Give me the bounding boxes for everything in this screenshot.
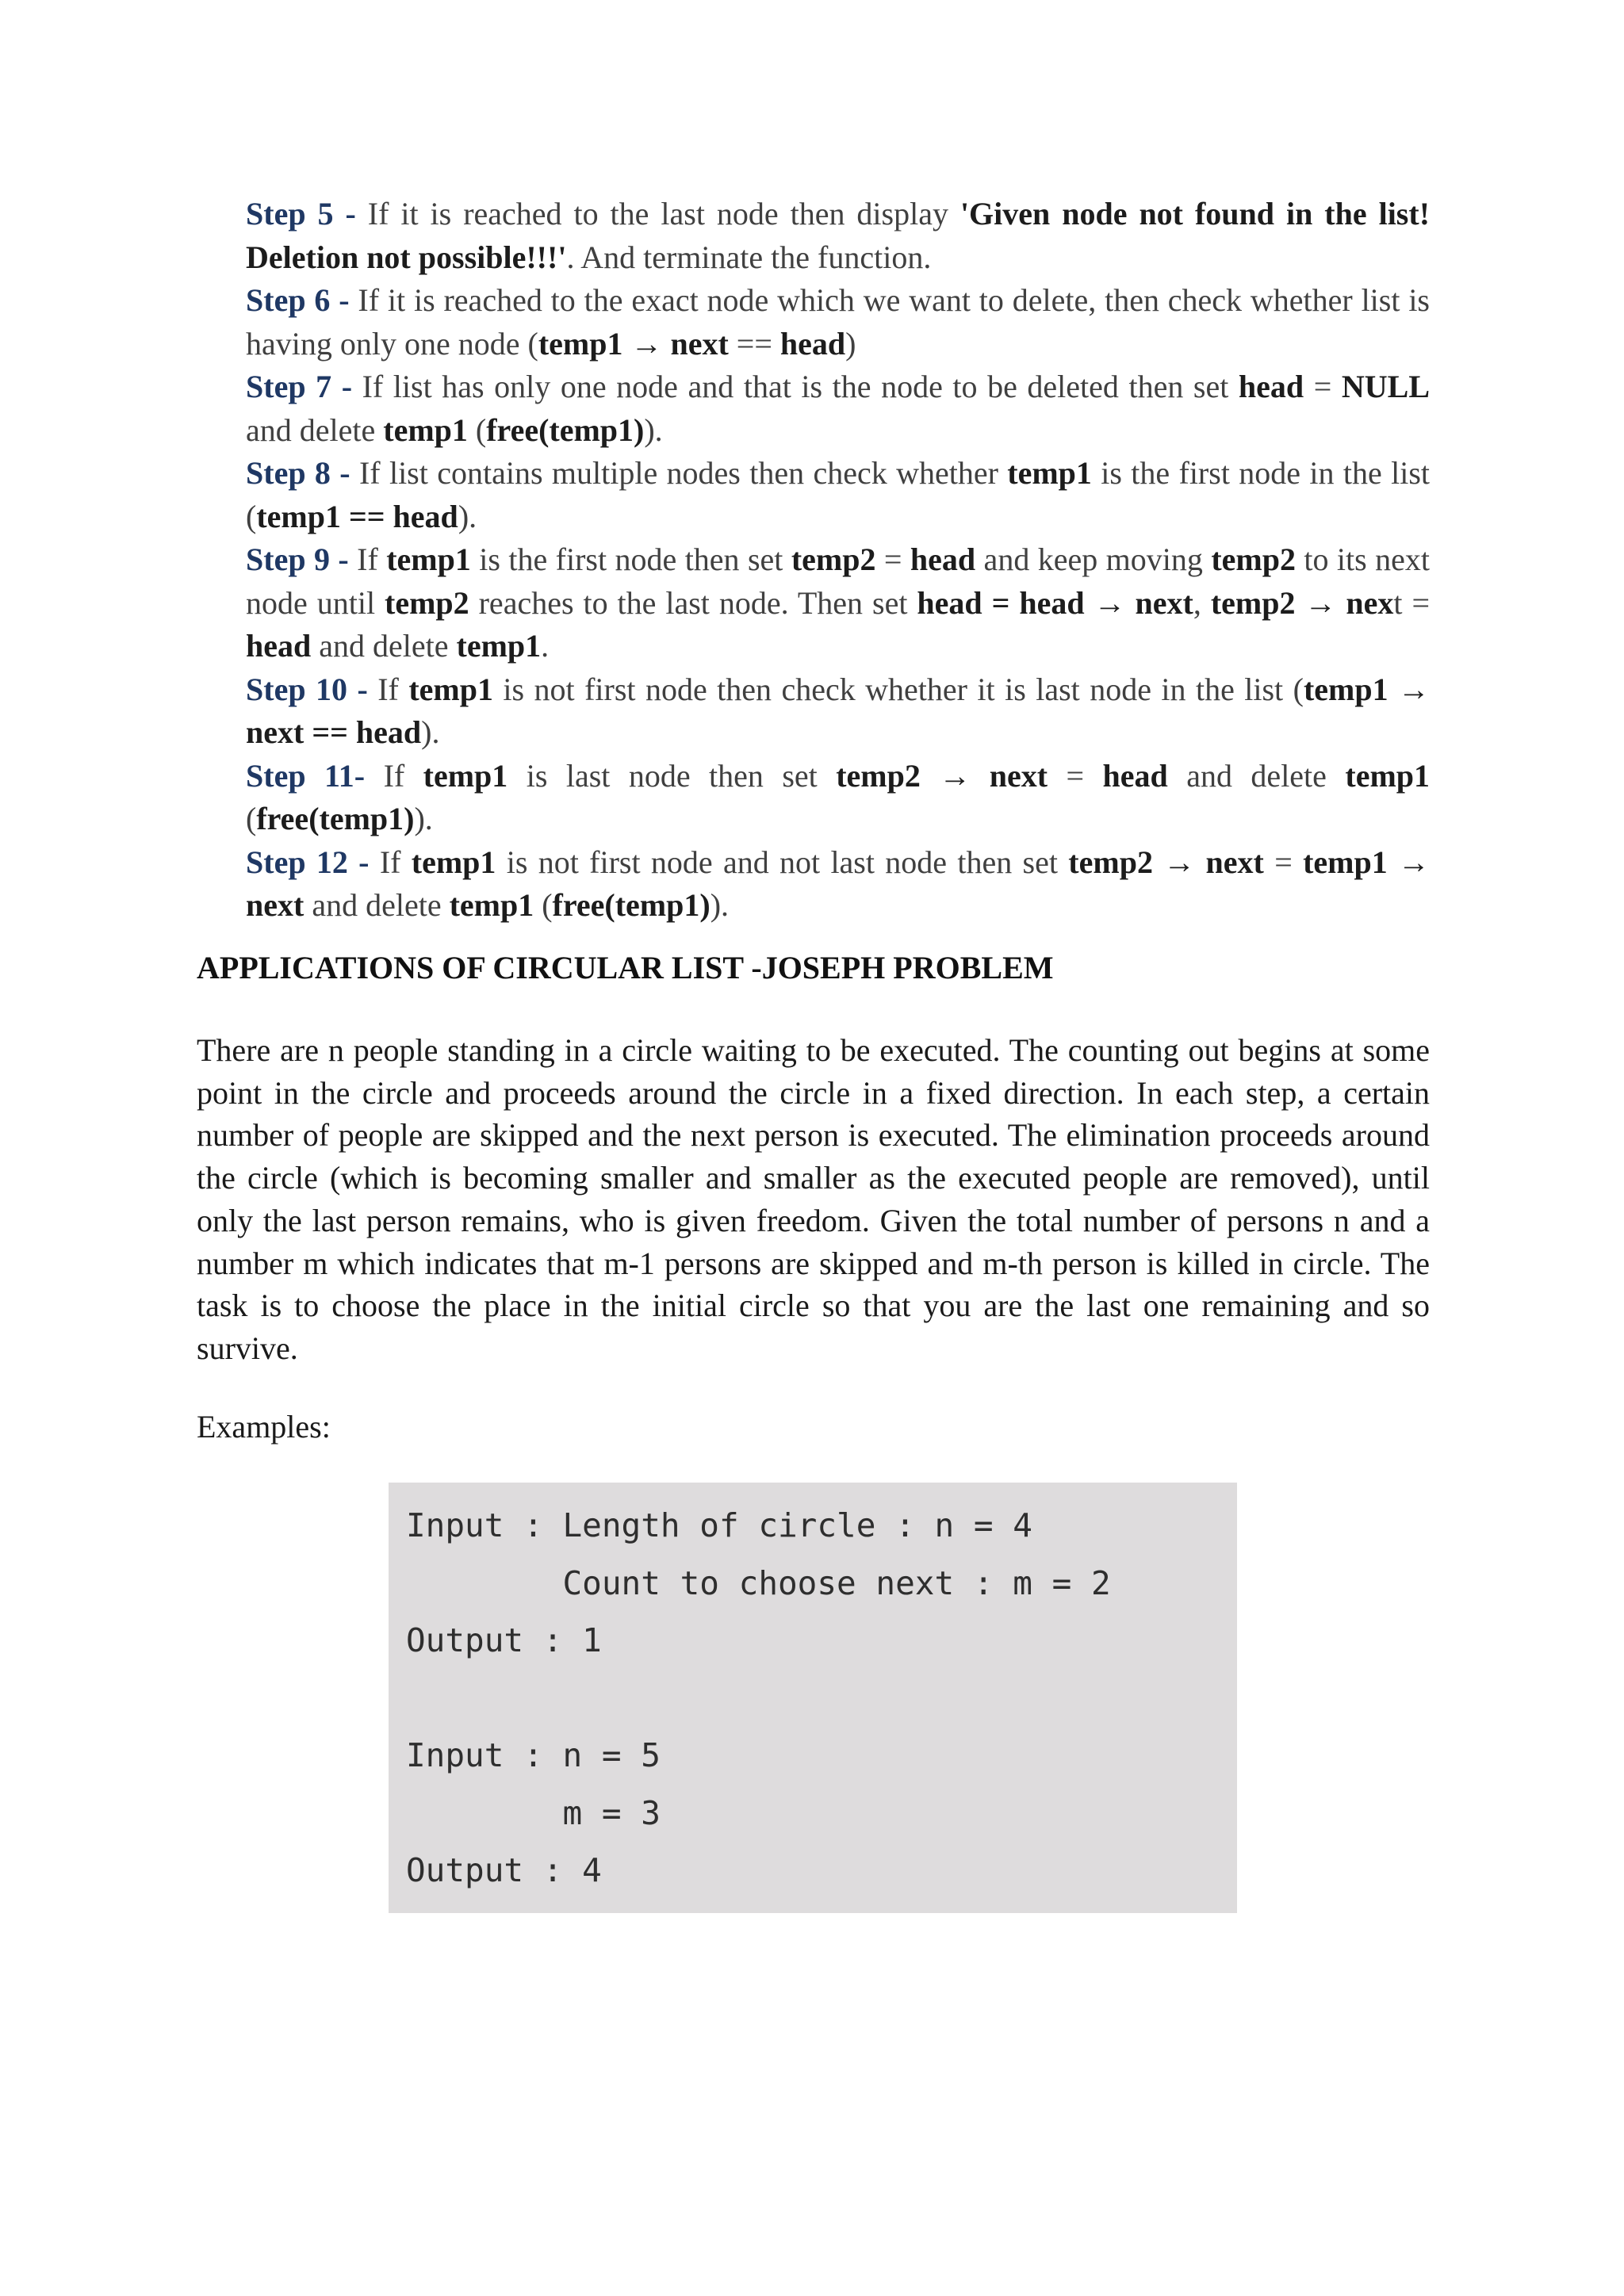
code-line: Input : n = 5 bbox=[406, 1736, 661, 1774]
step-text: ( bbox=[246, 801, 257, 836]
step-bold-text: temp1 → next bbox=[246, 844, 1431, 923]
code-line: m = 3 bbox=[406, 1793, 661, 1832]
step-bold-text: temp1 bbox=[423, 757, 508, 794]
code-line: Count to choose next : m = 2 bbox=[406, 1563, 1111, 1602]
step-item bbox=[246, 755, 1430, 841]
step-bold-text: temp2 bbox=[791, 541, 876, 577]
step-bold-text: head bbox=[910, 541, 976, 577]
step-bold-text: temp1 bbox=[449, 887, 534, 923]
example-code-block bbox=[389, 1483, 1237, 1913]
step-bold-text: temp2 bbox=[385, 584, 469, 621]
step-text: = bbox=[875, 541, 910, 577]
step-text: and delete bbox=[311, 628, 457, 664]
step-bold-text: free(temp1) bbox=[486, 411, 645, 448]
step-text: ). bbox=[414, 801, 433, 836]
step-bold-text: head bbox=[1238, 369, 1304, 404]
step-item bbox=[246, 538, 1430, 668]
step-bold-text: temp1 → next == head bbox=[246, 671, 1431, 750]
code-line bbox=[406, 1670, 1111, 1728]
step-text: If bbox=[365, 757, 423, 794]
step-item bbox=[246, 193, 1430, 279]
step-text: = bbox=[1048, 757, 1103, 794]
step-label: Step 5 - bbox=[246, 196, 356, 232]
step-text: If bbox=[367, 671, 409, 707]
step-text: is last node then set bbox=[508, 757, 837, 794]
step-text: If bbox=[369, 844, 412, 880]
deletion-steps bbox=[246, 193, 1430, 928]
step-label: Step 9 - bbox=[246, 541, 349, 577]
joseph-problem-description: There are n people standing in a circle waiting to be executed. The counting out begins at some point in the circle and proceeds around the circle in a fixed direction. In each step, a certain number of people are skipped and the next person is executed. The elimination proceeds around the circle (which is becoming smaller and smaller as the executed people are removed), until only the last person remains, who is given freedom. Given the total number of persons n and a number m which indicates that m-1 persons are skipped and m-th person is killed in circle. The task is to choose the place in the initial circle so that you are the last one remaining and so survive. bbox=[197, 1032, 1430, 1366]
examples-label: Examples: bbox=[197, 1409, 331, 1445]
step-label: Step 11- bbox=[246, 757, 366, 794]
code-line: Input : Length of circle : n = 4 bbox=[406, 1506, 1032, 1544]
step-text: ) bbox=[845, 325, 856, 362]
step-bold-text: free(temp1) bbox=[256, 801, 415, 836]
step-text: is the first node then set bbox=[470, 541, 791, 577]
step-bold-text: NULL bbox=[1341, 369, 1430, 404]
step-text: and delete bbox=[246, 411, 384, 448]
step-text: . And terminate the function. bbox=[566, 239, 932, 275]
step-bold-text: temp2 → nex bbox=[1210, 584, 1394, 621]
step-text: ). bbox=[644, 411, 663, 448]
step-text: t = bbox=[1393, 584, 1431, 621]
step-text: reaches to the last node. Then set bbox=[469, 584, 917, 621]
step-bold-text: head bbox=[779, 325, 846, 362]
step-text: If list has only one node and that is the node to be deleted then set bbox=[352, 369, 1239, 404]
example-code bbox=[406, 1497, 1111, 1900]
step-bold-text: temp1 bbox=[383, 411, 468, 448]
step-bold-text: temp1 bbox=[1345, 757, 1431, 794]
step-item bbox=[246, 668, 1430, 755]
step-item bbox=[246, 841, 1430, 928]
step-bold-text: head bbox=[1102, 757, 1168, 794]
step-bold-text: temp1 bbox=[456, 628, 542, 664]
code-line: Output : 4 bbox=[406, 1851, 602, 1889]
step-text: and delete bbox=[304, 887, 450, 923]
code-line: Output : 1 bbox=[406, 1621, 602, 1659]
step-bold-text: temp2 → next bbox=[1068, 844, 1264, 880]
step-bold-text: temp1 bbox=[411, 844, 496, 880]
step-text: If list contains multiple nodes then check whether bbox=[350, 455, 1008, 491]
step-text: is not first node then check whether it is last node in the list ( bbox=[492, 671, 1304, 707]
step-bold-text: temp1 == head bbox=[256, 498, 458, 534]
step-label: Step 8 - bbox=[246, 455, 350, 491]
step-bold-text: temp1 → next bbox=[538, 325, 729, 362]
step-text: , bbox=[1193, 584, 1211, 621]
step-text: . bbox=[541, 628, 550, 664]
step-label: Step 12 - bbox=[246, 844, 370, 880]
step-text: ). bbox=[710, 887, 730, 923]
step-text: ( bbox=[534, 887, 553, 923]
step-text: If it is reached to the exact node which we want to delete, then check whether list is having only one node ( bbox=[246, 282, 1430, 362]
step-item bbox=[246, 279, 1430, 365]
step-label: Step 7 - bbox=[246, 369, 353, 404]
step-text: ( bbox=[467, 411, 487, 448]
step-bold-text: temp1 bbox=[408, 671, 493, 707]
step-bold-text: free(temp1) bbox=[552, 887, 710, 923]
step-text: is not first node and not last node then set bbox=[496, 844, 1069, 880]
step-bold-text: temp2 bbox=[1211, 541, 1296, 577]
step-text: and delete bbox=[1167, 757, 1346, 794]
step-text: If it is reached to the last node then display bbox=[355, 196, 960, 232]
step-text: = bbox=[1304, 369, 1342, 404]
step-label: Step 10 - bbox=[246, 671, 368, 707]
step-bold-text: 'Given node not found in the list! Deletion not possible!!!' bbox=[246, 196, 1431, 275]
step-text: == bbox=[728, 325, 780, 362]
step-text: If bbox=[348, 541, 387, 577]
step-text: is the first node in the list ( bbox=[246, 455, 1430, 534]
step-bold-text: temp1 bbox=[1007, 455, 1092, 491]
step-bold-text: temp1 bbox=[386, 541, 471, 577]
step-bold-text: temp2 → next bbox=[836, 757, 1048, 794]
step-text: and keep moving bbox=[975, 541, 1212, 577]
section-heading: APPLICATIONS OF CIRCULAR LIST -JOSEPH PROBLEM bbox=[197, 950, 1054, 985]
step-label: Step 6 - bbox=[246, 282, 350, 318]
step-text: ). bbox=[421, 714, 440, 750]
step-item bbox=[246, 452, 1430, 538]
step-text: = bbox=[1263, 844, 1304, 880]
step-text: ). bbox=[458, 498, 477, 534]
step-text: to its next node until bbox=[246, 541, 1430, 621]
step-bold-text: head = head → next bbox=[917, 584, 1193, 621]
step-bold-text: head bbox=[246, 628, 312, 664]
step-item bbox=[246, 365, 1430, 452]
